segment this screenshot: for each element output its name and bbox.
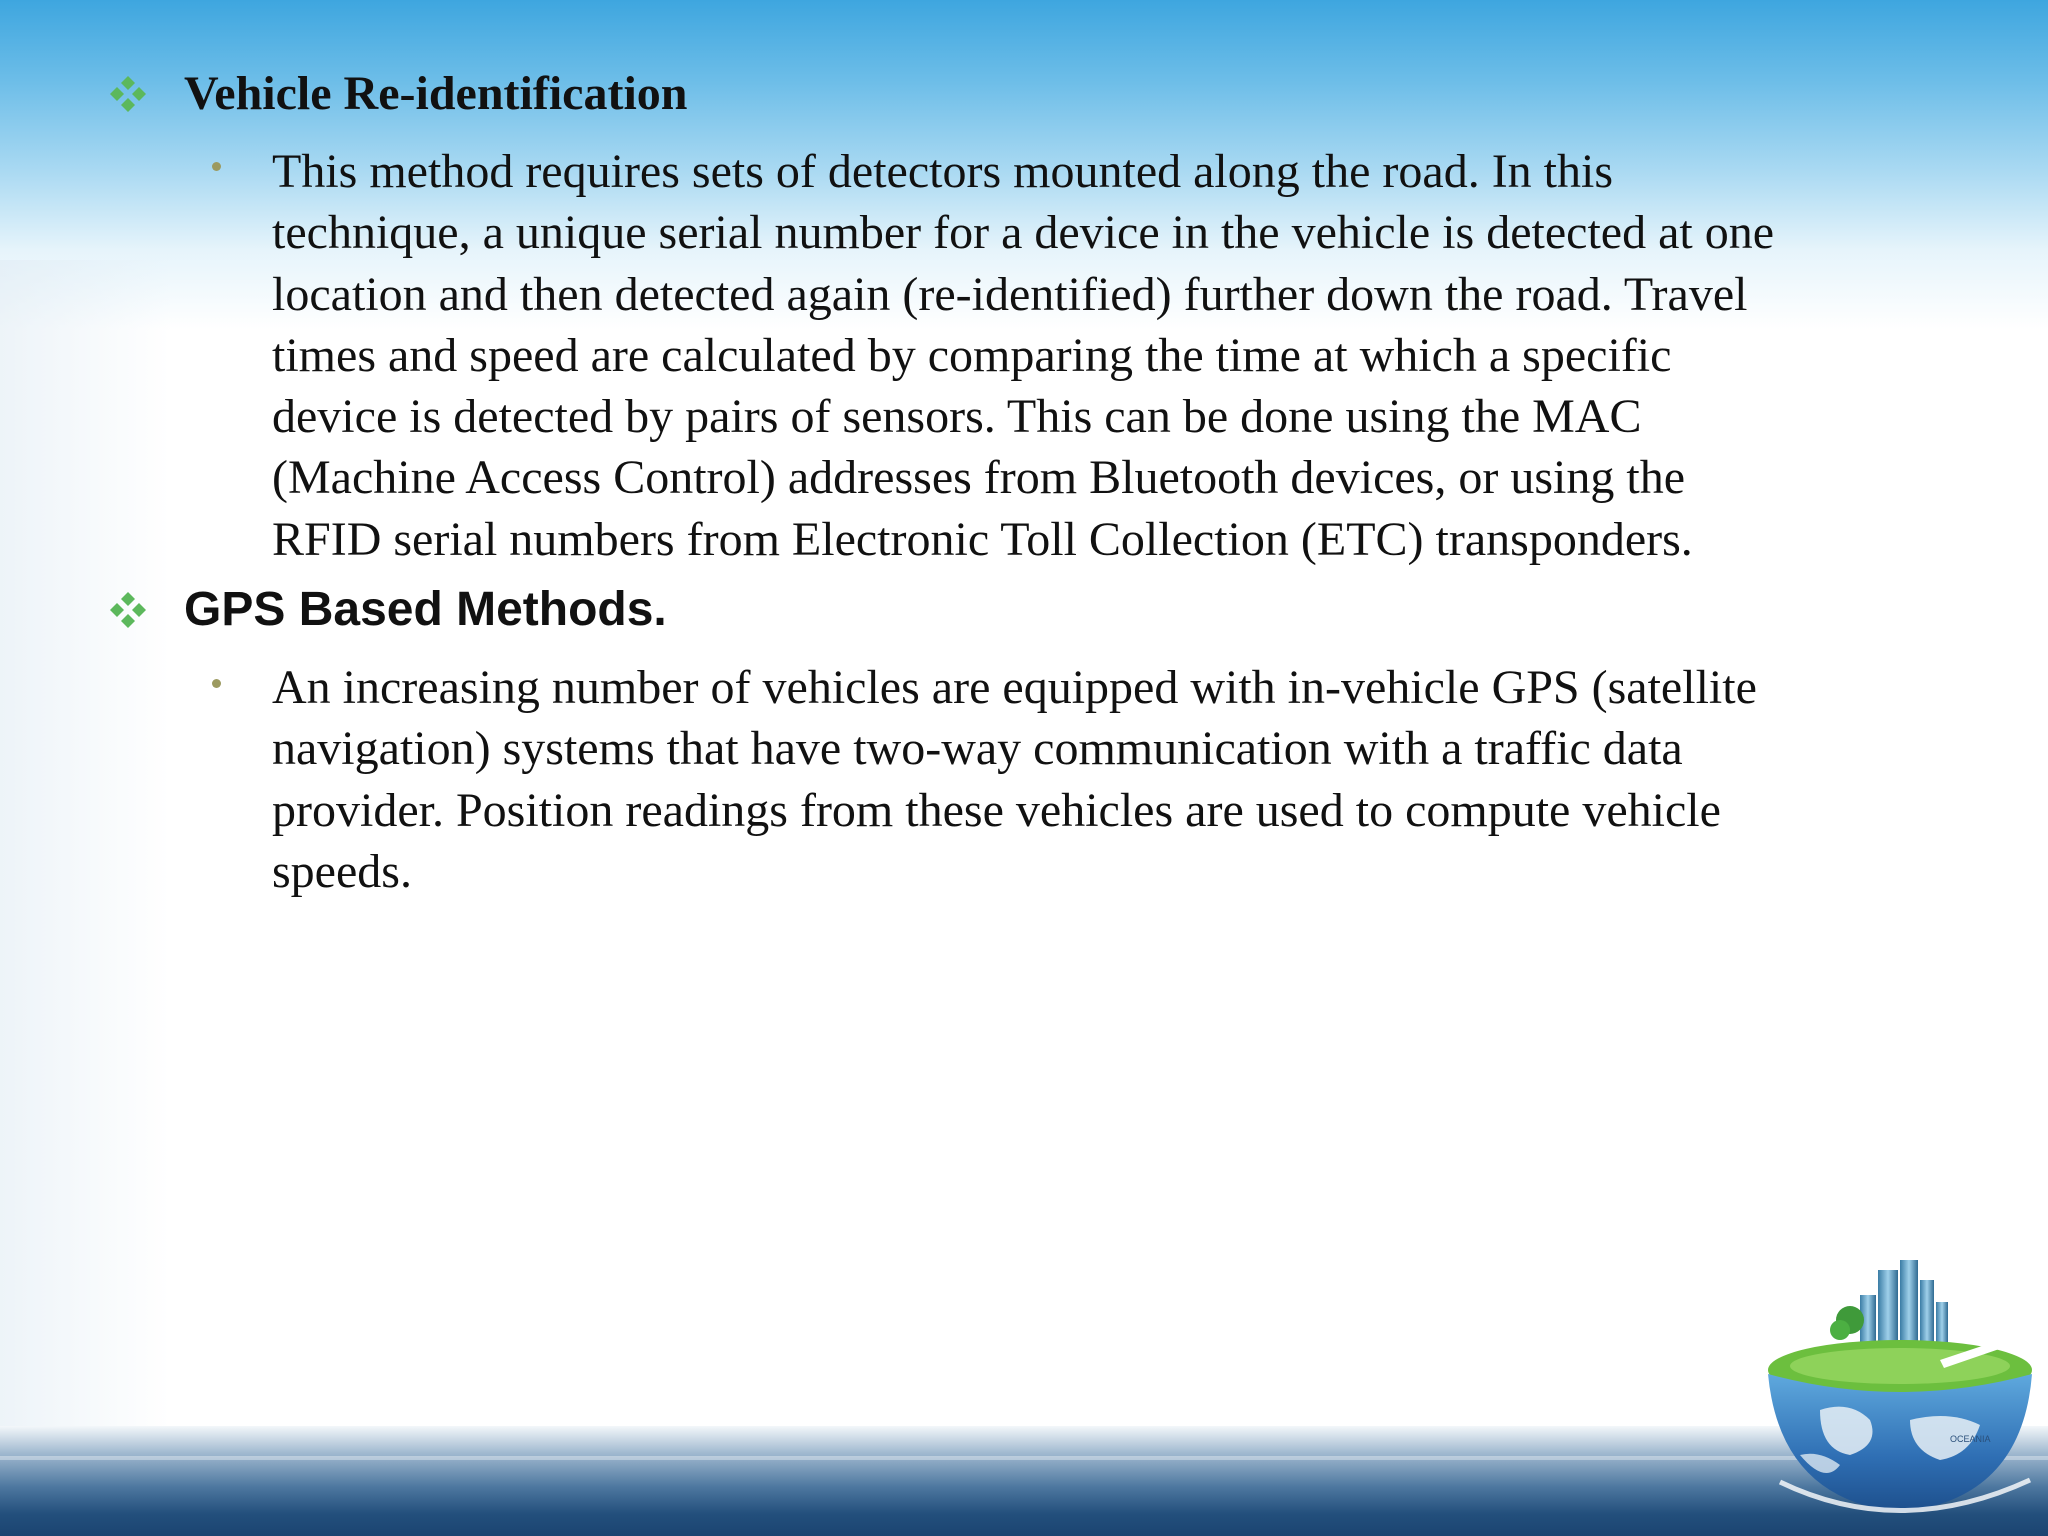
section-heading-gps-methods: GPS Based Methods. (184, 583, 667, 636)
paragraph-line: technique, a unique serial number for a device in the vehicle is detected at one (272, 206, 1775, 260)
section-paragraph-vehicle-reid (272, 141, 1912, 570)
footer-sea-band (0, 1426, 2048, 1536)
four-diamond-icon (108, 74, 148, 114)
paragraph-line: device is detected by pairs of sensors. This can be done using the MAC (272, 390, 1642, 444)
section-paragraph-gps-methods (272, 657, 1912, 902)
paragraph-line: RFID serial numbers from Electronic Toll Collection (ETC) transponders. (272, 512, 1693, 566)
paragraph-line: speeds. (272, 844, 412, 898)
four-diamond-icon (108, 590, 148, 630)
round-dot-icon (212, 679, 221, 688)
paragraph-line: location and then detected again (re-identified) further down the road. Travel (272, 267, 1748, 321)
paragraph-line: An increasing number of vehicles are equipped with in-vehicle GPS (satellite (272, 661, 1757, 714)
paragraph-line: This method requires sets of detectors mounted along the road. In this (272, 145, 1614, 198)
section-heading-vehicle-reid: Vehicle Re-identification (184, 67, 688, 120)
paragraph-line: (Machine Access Control) addresses from Bluetooth devices, or using the (272, 451, 1685, 505)
paragraph-line: times and speed are calculated by comparing the time at which a specific (272, 328, 1672, 382)
round-dot-icon (212, 162, 221, 171)
left-shade (0, 260, 170, 1440)
globe-city-icon (1760, 1250, 2040, 1530)
paragraph-line: navigation) systems that have two-way communication with a traffic data (272, 722, 1683, 776)
globe-label: OCEANIA (1950, 1434, 1991, 1444)
paragraph-line: provider. Position readings from these vehicles are used to compute vehicle (272, 783, 1721, 837)
